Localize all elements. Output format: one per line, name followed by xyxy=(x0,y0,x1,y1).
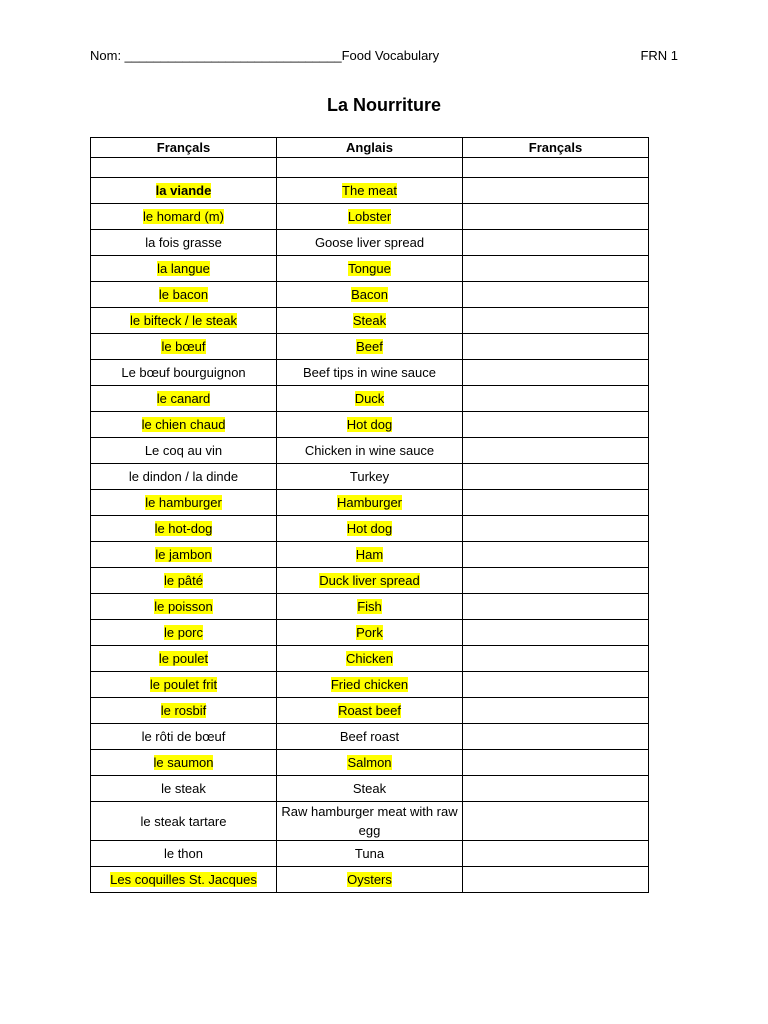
page-title: La Nourriture xyxy=(326,95,441,115)
table-row xyxy=(91,568,649,594)
english-term: Tongue xyxy=(348,261,391,276)
table-row xyxy=(91,802,649,841)
answer-cell[interactable] xyxy=(463,776,649,802)
column-header-french: Françals xyxy=(91,138,277,158)
english-term: Steak xyxy=(352,781,387,796)
answer-cell[interactable] xyxy=(463,724,649,750)
english-term-cell xyxy=(277,594,463,620)
answer-cell[interactable] xyxy=(463,412,649,438)
french-term-cell xyxy=(91,672,277,698)
answer-cell[interactable] xyxy=(463,542,649,568)
answer-cell[interactable] xyxy=(463,256,649,282)
french-term: Le bœuf bourguignon xyxy=(121,365,246,380)
french-term-cell xyxy=(91,204,277,230)
french-term-cell xyxy=(91,594,277,620)
answer-cell[interactable] xyxy=(463,438,649,464)
table-row xyxy=(91,178,649,204)
english-term: Fish xyxy=(357,599,382,614)
answer-cell[interactable] xyxy=(463,568,649,594)
french-term: le hot-dog xyxy=(154,521,213,536)
answer-cell[interactable] xyxy=(463,360,649,386)
english-term: Oysters xyxy=(347,872,392,887)
table-row xyxy=(91,256,649,282)
answer-cell[interactable] xyxy=(463,334,649,360)
english-term-cell xyxy=(277,867,463,893)
english-term-cell xyxy=(277,672,463,698)
english-term: Beef tips in wine sauce xyxy=(303,365,436,380)
answer-cell[interactable] xyxy=(463,204,649,230)
table-row xyxy=(91,646,649,672)
french-term-cell xyxy=(91,360,277,386)
french-term-cell xyxy=(91,178,277,204)
english-term: Pork xyxy=(356,625,383,640)
french-term: le poulet xyxy=(158,651,209,666)
english-term-cell xyxy=(277,750,463,776)
french-term-cell xyxy=(91,776,277,802)
blank-cell xyxy=(277,158,463,178)
french-term: le canard xyxy=(156,391,211,406)
english-term-cell xyxy=(277,204,463,230)
answer-cell[interactable] xyxy=(463,672,649,698)
table-row xyxy=(91,776,649,802)
english-term: Tuna xyxy=(354,846,385,861)
french-term: le porc xyxy=(163,625,204,640)
english-term: Beef roast xyxy=(339,729,400,744)
english-term: Turkey xyxy=(349,469,390,484)
answer-cell[interactable] xyxy=(463,620,649,646)
table-row xyxy=(91,672,649,698)
french-term-cell xyxy=(91,386,277,412)
english-term: Lobster xyxy=(347,209,392,224)
answer-cell[interactable] xyxy=(463,841,649,867)
answer-cell[interactable] xyxy=(463,750,649,776)
french-term-cell xyxy=(91,802,277,841)
french-term: le homard (m) xyxy=(143,209,224,224)
french-term-cell xyxy=(91,698,277,724)
english-term-cell xyxy=(277,256,463,282)
answer-cell[interactable] xyxy=(463,178,649,204)
english-term: Goose liver spread xyxy=(314,235,425,250)
english-term-cell xyxy=(277,386,463,412)
english-term-cell xyxy=(277,412,463,438)
answer-cell[interactable] xyxy=(463,308,649,334)
french-term: le rôti de bœuf xyxy=(141,729,226,744)
french-term: la langue xyxy=(157,261,210,276)
column-header-english: Anglais xyxy=(277,138,463,158)
french-term-cell xyxy=(91,308,277,334)
table-row xyxy=(91,620,649,646)
vocabulary-rows xyxy=(91,158,649,893)
english-term: Hamburger xyxy=(336,495,403,510)
english-term: Ham xyxy=(355,547,384,562)
french-term: la fois grasse xyxy=(145,235,222,250)
answer-cell[interactable] xyxy=(463,698,649,724)
table-row xyxy=(91,360,649,386)
answer-cell[interactable] xyxy=(463,490,649,516)
french-term-cell xyxy=(91,724,277,750)
english-term: Duck liver spread xyxy=(319,573,420,588)
course-label: FRN 1 xyxy=(640,48,678,63)
blank-cell xyxy=(91,158,277,178)
french-term-cell xyxy=(91,542,277,568)
french-term-cell xyxy=(91,464,277,490)
french-term-cell xyxy=(91,620,277,646)
answer-cell[interactable] xyxy=(463,464,649,490)
table-row xyxy=(91,516,649,542)
english-term-cell xyxy=(277,646,463,672)
english-term: Hot dog xyxy=(346,417,393,432)
french-term: Les coquilles St. Jacques xyxy=(110,872,257,887)
english-term: Steak xyxy=(352,313,387,328)
french-term-cell xyxy=(91,438,277,464)
answer-cell[interactable] xyxy=(463,386,649,412)
vocabulary-table xyxy=(90,137,649,893)
french-term-cell xyxy=(91,256,277,282)
french-term: le jambon xyxy=(155,547,212,562)
table-row xyxy=(91,230,649,256)
french-term: le pâté xyxy=(163,573,204,588)
english-term-cell xyxy=(277,516,463,542)
english-term-cell xyxy=(277,282,463,308)
english-term-cell xyxy=(277,841,463,867)
english-term-cell xyxy=(277,698,463,724)
english-term-cell xyxy=(277,230,463,256)
table-row xyxy=(91,464,649,490)
blank-row xyxy=(91,158,649,178)
french-term: le hamburger xyxy=(145,495,222,510)
table-row xyxy=(91,698,649,724)
english-term-cell xyxy=(277,438,463,464)
french-term: le thon xyxy=(163,846,204,861)
english-term: Duck xyxy=(354,391,385,406)
table-row xyxy=(91,750,649,776)
english-term-cell xyxy=(277,776,463,802)
french-term-cell xyxy=(91,867,277,893)
french-term-cell xyxy=(91,568,277,594)
english-term: Fried chicken xyxy=(330,677,409,692)
table-row xyxy=(91,204,649,230)
table-row xyxy=(91,308,649,334)
english-term: Bacon xyxy=(351,287,388,302)
table-row xyxy=(91,594,649,620)
french-term-cell xyxy=(91,841,277,867)
french-term: le bifteck / le steak xyxy=(130,313,237,328)
table-row xyxy=(91,490,649,516)
english-term: Chicken xyxy=(346,651,393,666)
english-term-cell xyxy=(277,360,463,386)
table-row xyxy=(91,841,649,867)
french-term: le steak tartare xyxy=(140,813,227,829)
answer-cell[interactable] xyxy=(463,646,649,672)
french-term-cell xyxy=(91,282,277,308)
english-term-cell xyxy=(277,542,463,568)
french-term-cell xyxy=(91,490,277,516)
answer-cell[interactable] xyxy=(463,516,649,542)
french-term: le chien chaud xyxy=(141,417,226,432)
french-term-cell xyxy=(91,646,277,672)
french-term-cell xyxy=(91,230,277,256)
table-row xyxy=(91,438,649,464)
table-row xyxy=(91,724,649,750)
english-term: Roast beef xyxy=(338,703,401,718)
english-term: Salmon xyxy=(347,755,392,770)
answer-cell[interactable] xyxy=(463,230,649,256)
french-term: le poulet frit xyxy=(149,677,218,692)
table-row xyxy=(91,386,649,412)
english-term: Beef xyxy=(356,339,383,354)
english-term-cell xyxy=(277,334,463,360)
french-term-cell xyxy=(91,516,277,542)
english-term: Chicken in wine sauce xyxy=(304,443,435,458)
english-term-cell xyxy=(277,308,463,334)
table-row xyxy=(91,867,649,893)
french-term-cell xyxy=(91,334,277,360)
table-row xyxy=(91,282,649,308)
english-term-cell xyxy=(277,178,463,204)
english-term-cell xyxy=(277,802,463,841)
table-row xyxy=(91,412,649,438)
french-term: le poisson xyxy=(154,599,213,614)
french-term: le bacon xyxy=(158,287,209,302)
name-and-topic-line: Nom: ______________________________Food Vocabulary xyxy=(90,48,440,63)
french-term: le rosbif xyxy=(160,703,207,718)
answer-cell[interactable] xyxy=(463,867,649,893)
french-term-cell xyxy=(91,412,277,438)
english-term: Hot dog xyxy=(346,521,393,536)
english-term-cell xyxy=(277,464,463,490)
english-term-cell xyxy=(277,568,463,594)
blank-cell xyxy=(463,158,649,178)
english-term-cell xyxy=(277,620,463,646)
answer-cell[interactable] xyxy=(463,802,649,841)
column-header-french-answer: Françals xyxy=(463,138,649,158)
english-term-cell xyxy=(277,490,463,516)
french-term: la viande xyxy=(155,183,212,198)
english-term-cell xyxy=(277,724,463,750)
table-row xyxy=(91,542,649,568)
french-term-cell xyxy=(91,750,277,776)
french-term: le steak xyxy=(161,781,206,796)
table-row xyxy=(91,334,649,360)
answer-cell[interactable] xyxy=(463,594,649,620)
table-header-row xyxy=(91,138,649,158)
english-term: The meat xyxy=(342,183,397,198)
page-header xyxy=(90,48,678,66)
answer-cell[interactable] xyxy=(463,282,649,308)
french-term: le bœuf xyxy=(161,339,206,354)
english-term: Raw hamburger meat with raw egg xyxy=(281,804,458,838)
french-term: le saumon xyxy=(153,755,214,770)
french-term: le dindon / la dinde xyxy=(128,469,239,484)
french-term: Le coq au vin xyxy=(144,443,223,458)
